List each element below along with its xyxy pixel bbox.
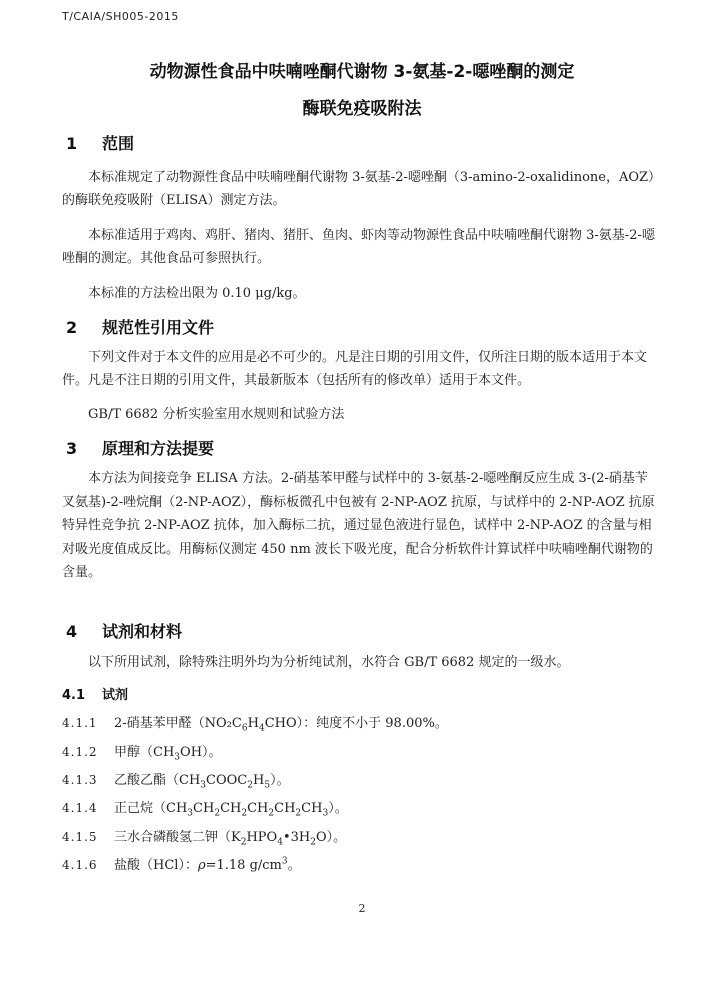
item-number: 4.1.6 [62,858,98,872]
page-number: 2 [358,902,366,915]
subsection-number: 4.1 [62,688,86,703]
reagent-item [62,712,448,734]
item-text: 甲醇（CH [114,745,175,760]
section-number: 1 [66,134,78,153]
item-text: 2-硝基苯甲醛（NO [114,716,227,731]
item-text: 三水合磷酸氢二钾（K [114,830,241,845]
item-number: 4.1.1 [62,716,98,730]
standard-code: T/CAIA/SH005-2015 [62,10,179,23]
item-number: 4.1.5 [62,830,98,844]
chemical-formula: $_2HPO_4•3H_2O$） [240,830,334,848]
section-title: 规范性引用文件 [102,318,215,337]
reagent-item [62,797,348,819]
section-1-paragraph-1: 本标准规定了动物源性食品中呋喃唑酮代谢物 3-氨基-2-噁唑酮（3-amino-2-oxalidinone，AOZ）的酶联免疫吸附（ELISA）测定方法。 [62,170,655,208]
reagent-item [62,769,290,791]
section-3-heading [66,436,214,459]
reagent-item [62,741,222,763]
section-number: 3 [66,439,78,458]
item-text-end: ：纯度不小于 98.00%。 [303,716,448,731]
section-2-reference: GB/T 6682 分析实验室用水规则和试验方法 [88,407,345,422]
section-number: 2 [66,318,78,337]
density-value: ρ=1.18 $g/cm^3$ [197,856,288,873]
section-title: 原理和方法提要 [102,439,215,458]
section-1-paragraph-2: 本标准适用于鸡肉、鸡肝、猪肉、猪肝、鱼肉、虾肉等动物源性食品中呋喃唑酮代谢物 3-氨基-2-噁唑酮的测定。其他食品可参照执行。 [62,228,655,266]
chemical-formula: $_3CH_2CH_2CH_2CH_2CH_3$） [187,801,335,819]
document-subtitle: 酶联免疫吸附法 [302,99,422,119]
section-title: 范围 [102,134,135,153]
section-4-heading [66,619,182,642]
chemical-formula: $_3$OH） [174,745,209,763]
section-3-paragraph-1: 本方法为间接竞争 ELISA 方法。2-硝基苯甲醛与试样中的 3-氨基-2-噁唑酮反应生成 3-(2-硝基苄叉氨基)-2-唑烷酮（2-NP-AOZ），酶标板微孔中包被有 2-NP-AOZ 抗原，与试样中的 2-NP-AOZ 抗原特异性竞争抗 2-NP-AOZ 抗体，加入酶标二抗，通过显色液进行显色，试样中 2-NP-AOZ 的含量与相对吸光度值成反比。用酶标仪测定 450 nm 波长下吸光度，配合分析软件计算试样中呋喃唑酮代谢物的含量。 [62,471,655,580]
item-number: 4.1.3 [62,773,98,787]
section-2-paragraph-1: 下列文件对于本文件的应用是必不可少的。凡是注日期的引用文件，仅所注日期的版本适用于本文件。凡是不注日期的引用文件，其最新版本（包括所有的修改单）适用于本文件。 [62,350,648,388]
item-text-end: 。 [208,745,222,760]
reagent-item [62,826,346,848]
item-text: 正己烷（CH [114,801,188,816]
item-text-end: 。 [276,773,290,788]
subsection-4-1-heading [62,684,128,703]
item-text: 盐酸（HCl）： [114,858,198,873]
section-1-heading [66,131,134,154]
section-title: 试剂和材料 [102,622,183,641]
section-1-paragraph-3: 本标准的方法检出限为 0.10 μg/kg。 [88,286,306,301]
item-text-end: 。 [333,830,347,845]
section-2-heading [66,315,214,338]
subsection-title: 试剂 [102,688,129,703]
item-text-end: 。 [287,858,301,873]
item-text: 乙酸乙酯（CH [114,773,201,788]
section-number: 4 [66,622,78,641]
section-4-paragraph-1: 以下所用试剂，除特殊注明外均为分析纯试剂，水符合 GB/T 6682 规定的一级水。 [88,655,570,670]
chemical-formula: $_3COOC_2H_5$） [200,773,277,791]
reagent-item [62,854,301,873]
item-number: 4.1.4 [62,801,98,815]
item-text-end: 。 [334,801,348,816]
chemical-formula: $_2C_6H_4CHO$） [226,716,304,734]
item-number: 4.1.2 [62,745,98,759]
document-title: 动物源性食品中呋喃唑酮代谢物 3-氨基-2-噁唑酮的测定 [149,62,575,82]
